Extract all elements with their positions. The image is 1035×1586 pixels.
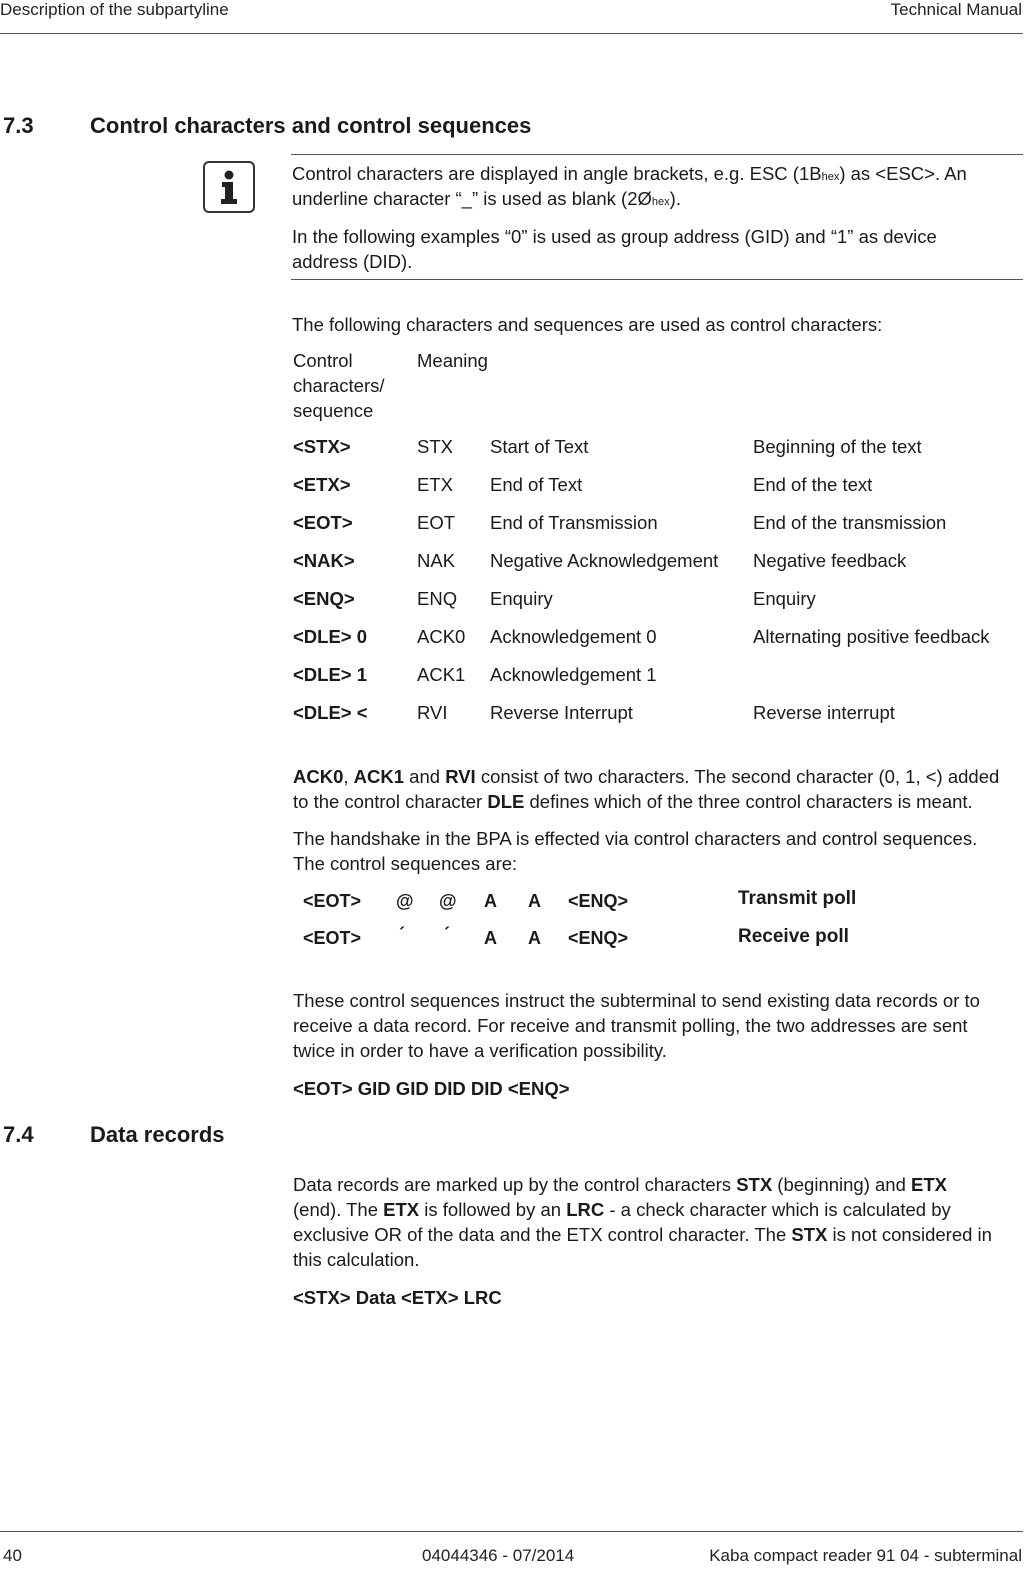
section-number: 7.4 [3, 1122, 34, 1147]
row-name: Reverse Interrupt [490, 702, 633, 723]
ack-para-line2: to the control character DLE defines which of the three control characters is meant. [293, 791, 973, 812]
seq-did: A [484, 928, 497, 948]
table-header-col1: Control characters/ sequence [293, 350, 385, 421]
records-line2: (end). The ETX is followed by an LRC - a check character which is calculated by [293, 1199, 951, 1220]
footer-product: Kaba compact reader 91 04 - subterminal [709, 1546, 1022, 1565]
row-seq: <NAK> [293, 550, 355, 571]
table-header-col2: Meaning [417, 350, 488, 371]
row-abbr: ACK0 [417, 626, 466, 647]
info-text-para2-line1: In the following examples “0” is used as group address (GID) and “1” as device [292, 226, 937, 247]
seq-gid: @ [396, 891, 414, 911]
seq-gid: ´ [399, 924, 405, 944]
row-meaning: Enquiry [753, 588, 816, 609]
row-meaning: Alternating positive feedback [753, 626, 990, 647]
footer-rule [0, 1531, 1023, 1532]
row-seq: <DLE> 1 [293, 664, 368, 685]
row-meaning: Reverse interrupt [753, 702, 895, 723]
row-name: Acknowledgement 0 [490, 626, 657, 647]
row-abbr: ACK1 [417, 664, 466, 685]
info-text-para2-line2: address (DID). [292, 251, 413, 272]
section-title: Data records [90, 1122, 225, 1147]
poll-para-line3: twice in order to have a verification possibility. [293, 1040, 667, 1061]
footer-doc-number: 04044346 - 07/2014 [422, 1546, 575, 1565]
seq-gid: ´ [444, 924, 450, 944]
row-meaning: Beginning of the text [753, 436, 922, 457]
row-meaning: End of the text [753, 474, 873, 495]
row-meaning: Negative feedback [753, 550, 907, 571]
header-right: Technical Manual [890, 0, 1022, 19]
row-abbr: ENQ [417, 588, 458, 609]
seq-label: Transmit poll [738, 888, 857, 909]
info-top-rule [291, 154, 1023, 155]
page-number: 40 [3, 1546, 22, 1565]
ack-para-line1: ACK0, ACK1 and RVI consist of two characters. The second character (0, 1, <) added [293, 766, 1000, 787]
row-name: Negative Acknowledgement [490, 550, 719, 571]
header-rule [0, 33, 1023, 34]
handshake-line1: The handshake in the BPA is effected via control characters and control sequences. [293, 828, 978, 849]
seq-gid: @ [439, 891, 457, 911]
row-name: Start of Text [490, 436, 589, 457]
row-name: End of Text [490, 474, 583, 495]
row-seq: <STX> [293, 436, 351, 457]
records-format: <STX> Data <ETX> LRC [293, 1287, 502, 1308]
row-name: Acknowledgement 1 [490, 664, 657, 685]
row-name: End of Transmission [490, 512, 658, 533]
row-seq: <EOT> [293, 512, 353, 533]
row-abbr: RVI [417, 702, 448, 723]
poll-para-line1: These control sequences instruct the subterminal to send existing data records or to [293, 990, 980, 1011]
row-seq: <ENQ> [293, 588, 355, 609]
seq-label: Receive poll [738, 926, 849, 947]
row-abbr: ETX [417, 474, 453, 495]
seq-eot: <EOT> [303, 928, 362, 948]
row-name: Enquiry [490, 588, 553, 609]
header-left: Description of the subpartyline [0, 0, 229, 19]
seq-did: A [528, 928, 541, 948]
seq-eot: <EOT> [303, 891, 362, 911]
row-meaning: End of the transmission [753, 512, 947, 533]
seq-did: A [484, 891, 497, 911]
records-line3: exclusive OR of the data and the ETX control character. The STX is not considered in [293, 1224, 992, 1245]
section-title: Control characters and control sequences [90, 113, 532, 138]
row-seq: <DLE> 0 [293, 626, 368, 647]
poll-para-line2: receive a data record. For receive and transmit polling, the two addresses are sent [293, 1015, 968, 1036]
seq-did: A [528, 891, 541, 911]
row-abbr: NAK [417, 550, 456, 571]
info-text-line1: Control characters are displayed in angle brackets, e.g. ESC (1Bhex) as <ESC>. An [292, 163, 967, 184]
section-number: 7.3 [3, 113, 34, 138]
info-text-line2: underline character “_” is used as blank (2Øhex). [292, 188, 681, 209]
records-line4: this calculation. [293, 1249, 420, 1270]
info-icon [203, 161, 255, 213]
seq-enq: <ENQ> [568, 891, 629, 911]
row-abbr: STX [417, 436, 453, 457]
info-bottom-rule [291, 279, 1023, 280]
row-abbr: EOT [417, 512, 456, 533]
table-intro: The following characters and sequences are used as control characters: [292, 314, 883, 335]
row-seq: <DLE> < [293, 702, 368, 723]
records-line1: Data records are marked up by the control characters STX (beginning) and ETX [293, 1174, 948, 1195]
handshake-line2: The control sequences are: [293, 853, 518, 874]
seq-enq: <ENQ> [568, 928, 629, 948]
row-seq: <ETX> [293, 474, 351, 495]
poll-format: <EOT> GID GID DID DID <ENQ> [293, 1078, 570, 1099]
